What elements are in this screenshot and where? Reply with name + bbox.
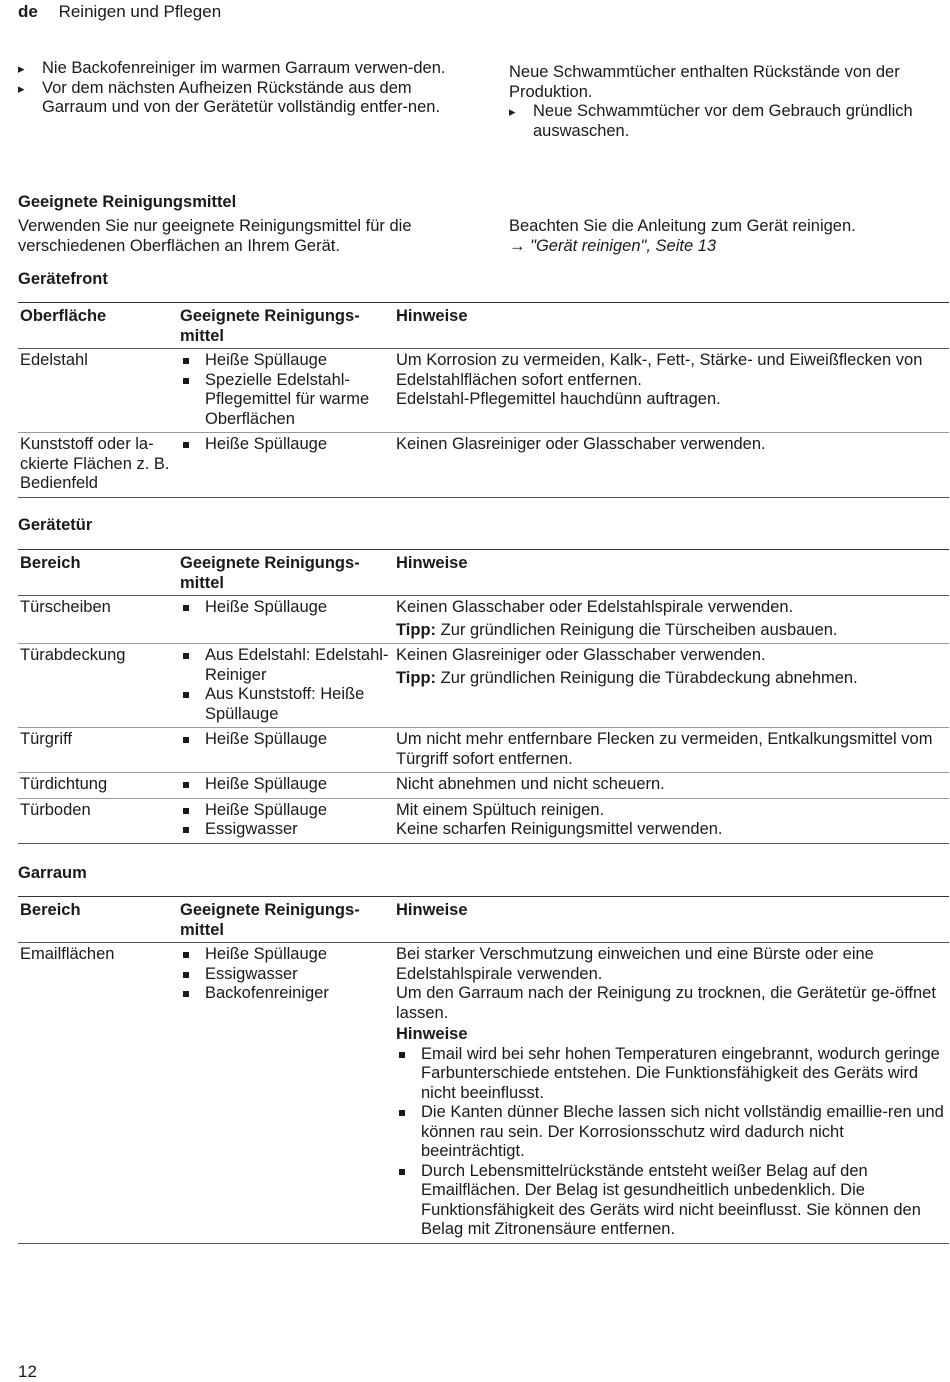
door-table [18,549,949,844]
table-row [18,644,949,728]
area-cell: Edelstahl [18,349,178,433]
list-item: Essigwasser [180,965,392,985]
list-item: Heiße Spüllauge [180,945,392,965]
page-reference-link[interactable]: → "Gerät reinigen", Seite 13 [509,236,717,255]
warning-list [18,59,448,118]
agents-cell [178,728,394,773]
table-row [18,773,949,799]
table-row [18,349,949,433]
list-item: Backofenreiniger [180,984,392,1004]
list-item: Aus Edelstahl: Edelstahl-Reiniger [180,646,392,685]
list-item: Heiße Spüllauge [180,598,392,618]
notes-cell [394,596,949,644]
tip-text [396,621,947,641]
intro-right [509,63,949,141]
column-header: Hinweise [394,897,949,943]
list-item: Heiße Spüllauge [180,775,392,795]
notes-subheading: Hinweise [396,1025,468,1043]
tip-label: Tipp: [396,668,437,687]
column-header: Geeignete Reinigungs-mittel [178,897,394,943]
column-header: Hinweise [394,303,949,349]
list-item: ▸ Vor dem nächsten Aufheizen Rückstände aus dem Garraum und von der Gerätetür vollständig entfer-nen. [18,79,448,118]
table-row [18,728,949,773]
section-title: Reinigen und Pflegen [58,2,222,21]
list-item: Die Kanten dünner Bleche lassen sich nicht vollständig emaillie-ren und können rau sein. Der Korrosionsschutz wird dadurch nicht beeinträchtigt. [396,1103,947,1162]
cleaning-instruction: Beachten Sie die Anleitung zum Gerät reinigen. [509,217,856,235]
cleaning-text: Verwenden Sie nur geeignete Reinigungsmittel für die verschiedenen Oberflächen an Ihrem Gerät. [18,217,412,255]
notes-cell [394,798,949,843]
note-text: Um nicht mehr entfernbare Flecken zu vermeiden, Entkalkungsmittel vom Türgriff sofort entfernen. [396,730,933,768]
notes-cell [394,644,949,728]
front-table [18,302,949,498]
column-header: Bereich [18,550,178,596]
notes-cell [394,773,949,799]
notes-cell [394,728,949,773]
list-item: Spezielle Edelstahl-Pflegemittel für warme Oberflächen [180,371,392,430]
tip-content: Zur gründlichen Reinigung die Türscheiben ausbauen. [440,620,838,639]
table-row [18,798,949,843]
agents-cell [178,596,394,644]
table-row [18,596,949,644]
column-header: Geeignete Reinigungs-mittel [178,550,394,596]
section-heading: Gerätetür [18,516,93,534]
section-heading: Geeignete Reinigungsmittel [18,193,237,211]
area-cell: Türscheiben [18,596,178,644]
note-text: Bei starker Verschmutzung einweichen und eine Bürste oder eine Edelstahlspirale verwenden. [396,945,874,983]
note-text: Keine scharfen Reinigungsmittel verwenden. [396,820,723,838]
notes-cell [394,349,949,433]
note-text: Um den Garraum nach der Reinigung zu trocknen, die Gerätetür ge-öffnet lassen. [396,984,936,1022]
list-item: Heiße Spüllauge [180,351,392,371]
note-text: Keinen Glasreiniger oder Glasschaber verwenden. [396,646,766,664]
list-item: ▸ Nie Backofenreiniger im warmen Garraum verwen-den. [18,59,448,79]
list-item: Durch Lebensmittelrückstände entsteht weißer Belag auf den Emailflächen. Der Belag ist gesundheitlich unbedenklich. Die Funktionsfähigkeit des Geräts wird nicht beeinflusst. Sie können den Belag mit Zitronensäure entfernen. [396,1162,947,1240]
area-cell: Türboden [18,798,178,843]
list-item: Email wird bei sehr hohen Temperaturen eingebrannt, wodurch geringe Farbunterschiede entstehen. Die Funktionsfähigkeit des Geräts wird nicht beeinflusst. [396,1045,947,1104]
table-row [18,433,949,498]
list-item: ▸ Neue Schwammtücher vor dem Gebrauch gründlich auswaschen. [509,102,949,141]
agents-cell [178,943,394,1244]
agents-cell [178,433,394,498]
list-item: Heiße Spüllauge [180,801,392,821]
notes-list [396,1045,947,1240]
column-header: Hinweise [394,550,949,596]
page-header [18,2,221,22]
tip-label: Tipp: [396,620,437,639]
note-text: Edelstahl-Pflegemittel hauchdünn auftragen. [396,390,721,408]
cleaning-left [18,217,458,256]
area-cell: Türabdeckung [18,644,178,728]
table-row [18,943,949,1244]
page-number: 12 [18,1362,37,1381]
column-header: Bereich [18,897,178,943]
agents-cell [178,644,394,728]
note-text: Nicht abnehmen und nicht scheuern. [396,775,665,793]
area-cell: Türdichtung [18,773,178,799]
sponge-list [509,102,949,141]
cavity-table [18,896,949,1244]
section-heading: Garraum [18,864,87,882]
list-item: Aus Kunststoff: Heiße Spüllauge [180,685,392,724]
notes-cell [394,433,949,498]
agents-cell [178,773,394,799]
note-text: Um Korrosion zu vermeiden, Kalk-, Fett-, Stärke- und Eiweißflecken von Edelstahlflächen sofort entfernen. [396,351,923,389]
note-text: Keinen Glasreiniger oder Glasschaber verwenden. [396,435,766,453]
note-text: Mit einem Spültuch reinigen. [396,800,605,819]
sponge-note: Neue Schwammtücher enthalten Rückstände von der Produktion. [509,63,900,101]
section-heading: Gerätefront [18,270,108,288]
area-cell: Emailflächen [18,943,178,1244]
language-code: de [18,2,38,21]
intro-left [18,59,448,118]
note-text: Keinen Glasschaber oder Edelstahlspirale verwenden. [396,598,794,616]
list-item: Heiße Spüllauge [180,435,392,455]
column-header: Geeignete Reinigungs-mittel [178,303,394,349]
list-item: Heiße Spüllauge [180,730,392,750]
tip-text [396,669,947,689]
list-item: Essigwasser [180,820,392,840]
area-cell: Türgriff [18,728,178,773]
agents-cell [178,798,394,843]
notes-cell [394,943,949,1244]
tip-content: Zur gründlichen Reinigung die Türabdeckung abnehmen. [440,668,858,687]
column-header: Oberfläche [18,303,178,349]
agents-cell [178,349,394,433]
cleaning-right [509,217,949,256]
area-cell: Kunststoff oder la-ckierte Flächen z. B. Bedienfeld [18,433,178,498]
